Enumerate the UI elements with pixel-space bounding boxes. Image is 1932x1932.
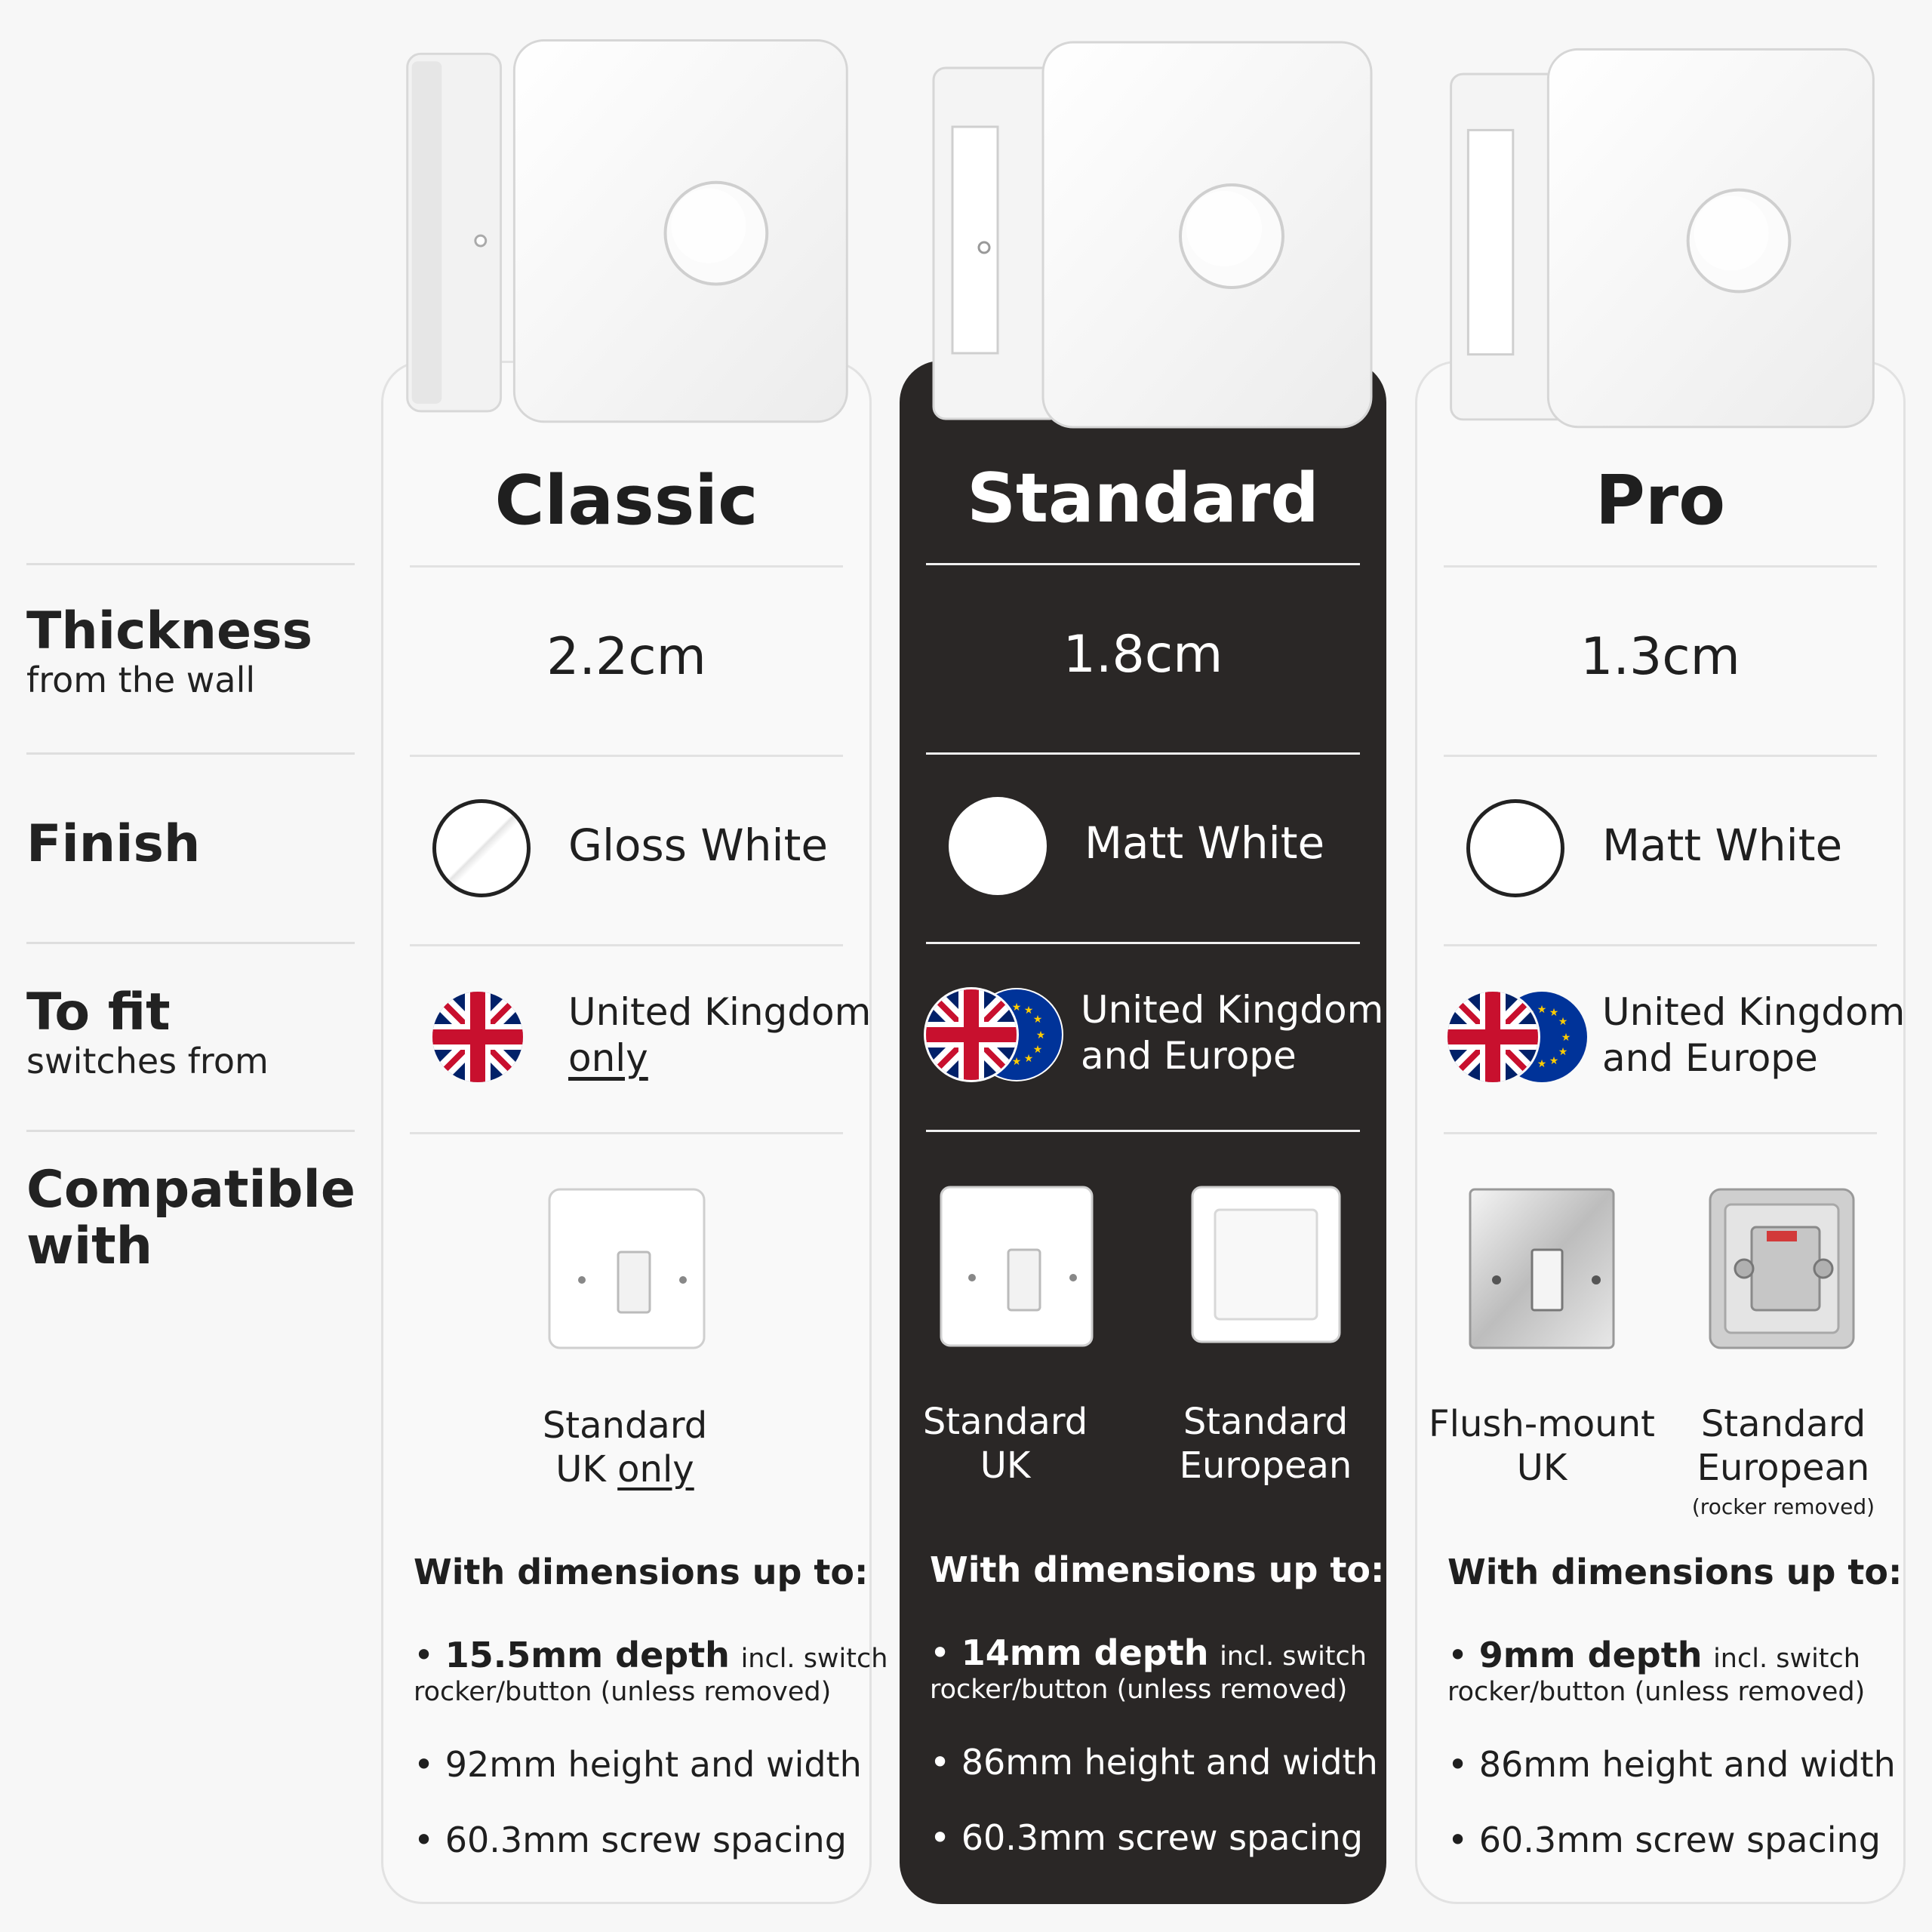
divider — [1444, 944, 1877, 946]
compatible-title-line2: with — [26, 1216, 153, 1276]
fit-line2: only — [568, 1036, 648, 1080]
bullet: • — [414, 1635, 435, 1675]
dims-heading: With dimensions up to: — [414, 1552, 869, 1592]
switch-caption-prefix: UK — [555, 1447, 618, 1491]
fit-line1: United Kingdom — [1081, 988, 1384, 1032]
fit-region — [568, 989, 871, 1081]
label-divider — [26, 942, 355, 944]
finish-title: Finish — [26, 814, 201, 874]
bullet: • — [930, 1632, 951, 1673]
divider — [1444, 1132, 1877, 1134]
divider — [410, 565, 843, 568]
european-switch-icon — [1189, 1183, 1343, 1346]
switch-caption — [1417, 1403, 1666, 1490]
thickness-title: Thickness — [26, 601, 313, 661]
bullet: • — [1447, 1635, 1469, 1675]
switch-caption-line1: Standard — [922, 1401, 1088, 1443]
bullet: • — [414, 1820, 435, 1860]
depth-value: 9mm depth — [1478, 1635, 1703, 1675]
dims-height-width — [1447, 1744, 1896, 1785]
fit-line1: United Kingdom — [568, 990, 872, 1034]
switch-caption-line1: Flush-mount — [1429, 1403, 1655, 1445]
thickness-subtitle: from the wall — [26, 659, 256, 700]
screw-value: 60.3mm screw spacing — [1478, 1820, 1881, 1860]
depth-note: incl. switch — [1220, 1641, 1367, 1672]
column-standard — [900, 361, 1386, 1904]
switch-insert-icon — [1706, 1186, 1857, 1352]
dimmer-plate-icon — [900, 29, 1386, 451]
fit-title: To fit — [26, 983, 171, 1042]
depth-note: incl. switch — [1713, 1644, 1860, 1674]
switch-caption-note: (rocker removed) — [1691, 1494, 1875, 1520]
matt-swatch-icon — [949, 797, 1047, 895]
switch-caption — [383, 1404, 866, 1491]
divider — [926, 752, 1360, 755]
switch-caption-line1: Standard — [1183, 1401, 1349, 1443]
height-width-value: 92mm height and width — [445, 1744, 862, 1785]
fit-region — [1602, 989, 1905, 1081]
switch-caption — [1160, 1401, 1371, 1487]
height-width-value: 86mm height and width — [961, 1742, 1378, 1783]
height-width-value: 86mm height and width — [1478, 1744, 1896, 1785]
bullet: • — [930, 1742, 951, 1783]
row-label-fit — [26, 985, 269, 1081]
divider — [1444, 565, 1877, 568]
divider — [410, 944, 843, 946]
switch-caption-line2: UK — [980, 1444, 1031, 1487]
depth-subnote: rocker/button (unless removed) — [930, 1675, 1348, 1705]
switch-caption-line2: European — [1697, 1446, 1870, 1489]
divider — [1444, 755, 1877, 757]
fit-subtitle: switches from — [26, 1040, 269, 1081]
label-divider — [26, 1130, 355, 1132]
dims-screw — [414, 1820, 847, 1860]
column-title: Classic — [494, 461, 758, 540]
dims-depth — [930, 1632, 1367, 1705]
row-label-thickness — [26, 601, 313, 700]
dims-heading: With dimensions up to: — [1447, 1552, 1903, 1592]
switch-caption — [922, 1401, 1088, 1487]
screw-value: 60.3mm screw spacing — [961, 1817, 1363, 1858]
depth-note: incl. switch — [740, 1644, 888, 1674]
dims-height-width — [414, 1744, 862, 1785]
switch-caption-line2: European — [1179, 1444, 1352, 1487]
switch-caption — [1674, 1403, 1893, 1520]
bullet: • — [930, 1817, 951, 1858]
thickness-value: 2.2cm — [546, 627, 706, 687]
dims-depth — [1447, 1635, 1865, 1707]
column-title: Standard — [967, 459, 1319, 538]
dims-depth — [414, 1635, 888, 1707]
light-switch-icon — [546, 1186, 708, 1352]
fit-line1: United Kingdom — [1602, 990, 1906, 1034]
bullet: • — [414, 1744, 435, 1785]
fit-region — [1081, 987, 1383, 1079]
thickness-value: 1.3cm — [1580, 627, 1740, 687]
switch-caption-line2: UK — [1516, 1446, 1567, 1489]
depth-value: 14mm depth — [961, 1632, 1209, 1673]
column-classic — [381, 361, 888, 1904]
screw-value: 60.3mm screw spacing — [445, 1820, 847, 1860]
divider — [926, 1130, 1360, 1132]
thickness-value: 1.8cm — [1063, 625, 1223, 685]
label-divider — [26, 563, 355, 565]
depth-subnote: rocker/button (unless removed) — [414, 1677, 832, 1707]
finish-label: Matt White — [1602, 820, 1843, 871]
column-pro — [1415, 361, 1906, 1904]
row-label-finish — [26, 814, 201, 874]
dims-height-width — [930, 1742, 1378, 1783]
chrome-switch-icon — [1466, 1186, 1617, 1352]
dimmer-plate-icon — [383, 31, 869, 454]
compatible-title-line1: Compatible — [26, 1160, 355, 1220]
dims-screw — [930, 1817, 1363, 1858]
uk-flag-icon — [406, 988, 557, 1086]
dims-heading: With dimensions up to: — [930, 1549, 1385, 1590]
fit-line2: and Europe — [1081, 1034, 1297, 1078]
label-divider — [26, 752, 355, 755]
uk-eu-flags-icon — [922, 986, 1073, 1084]
row-label-compatible — [26, 1162, 355, 1275]
divider — [926, 563, 1360, 565]
bullet: • — [1447, 1820, 1469, 1860]
switch-caption-line1: Standard — [1700, 1403, 1866, 1445]
column-title: Pro — [1595, 461, 1726, 540]
uk-eu-flags-icon — [1444, 988, 1595, 1086]
matt-swatch-icon — [1466, 799, 1564, 897]
divider — [410, 755, 843, 757]
bullet: • — [1447, 1744, 1469, 1785]
divider — [926, 942, 1360, 944]
fit-line2: and Europe — [1602, 1036, 1818, 1080]
finish-label: Matt White — [1084, 817, 1325, 869]
switch-caption-line1: Standard — [542, 1404, 708, 1447]
finish-label: Gloss White — [568, 820, 829, 871]
dimmer-plate-icon — [1417, 31, 1903, 454]
switch-caption-emph: only — [617, 1447, 694, 1491]
divider — [410, 1132, 843, 1134]
dims-screw — [1447, 1820, 1881, 1860]
depth-subnote: rocker/button (unless removed) — [1447, 1677, 1866, 1707]
gloss-swatch-icon — [432, 799, 531, 897]
depth-value: 15.5mm depth — [445, 1635, 730, 1675]
light-switch-icon — [937, 1183, 1096, 1349]
